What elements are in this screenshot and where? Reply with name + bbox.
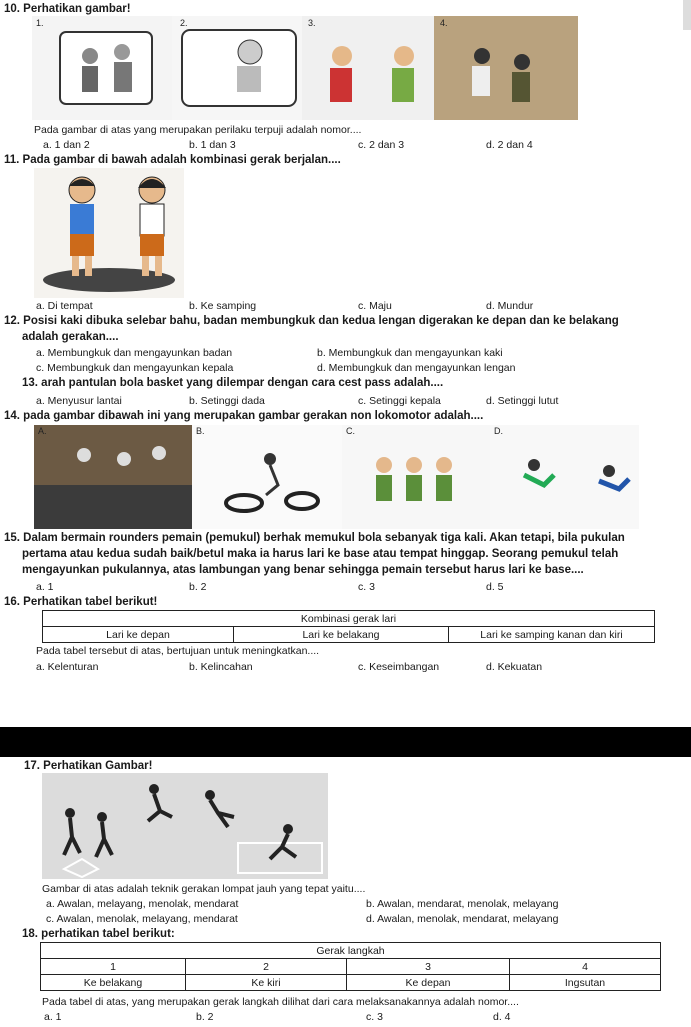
q13-option-d: d. Setinggi lutut <box>486 395 559 407</box>
q10-option-b: b. 1 dan 3 <box>189 139 236 151</box>
q11-image <box>34 168 184 298</box>
q11-option-c: c. Maju <box>358 300 392 312</box>
q18-title: 18. perhatikan tabel berikut: <box>22 928 175 940</box>
q14-label-b: B. <box>196 426 205 436</box>
q18-num-4: 4 <box>510 959 661 975</box>
q10-illustrations <box>32 16 578 120</box>
q15-option-b: b. 2 <box>189 581 207 593</box>
time-overlay: 11.50 <box>622 688 671 709</box>
q18-cell-2: Ke kiri <box>186 975 347 991</box>
q11-walking-figures <box>34 168 184 298</box>
q17-option-a: a. Awalan, melayang, menolak, mendarat <box>46 898 239 910</box>
q10-label-3: 3. <box>308 18 316 28</box>
q18-num-1: 1 <box>41 959 186 975</box>
q16-cell-1: Lari ke depan <box>43 627 234 643</box>
q11-title: 11. Pada gambar di bawah adalah kombinasi gerak berjalan.... <box>4 154 341 166</box>
q13-option-a: a. Menyusur lantai <box>36 395 122 407</box>
q18-option-d: d. 4 <box>493 1011 511 1023</box>
q14-label-a: A. <box>38 426 47 436</box>
q17-option-d: d. Awalan, menolak, mendarat, melayang <box>366 913 559 925</box>
scroll-indicator <box>683 0 691 30</box>
q11-option-d: d. Mundur <box>486 300 534 312</box>
q10-image-strip <box>32 16 578 120</box>
q10-option-c: c. 2 dan 3 <box>358 139 405 151</box>
q15-line1: 15. Dalam bermain rounders pemain (pemukul) berhak memukul bola sebanyak tiga kali. Akan tetapi, bila pukulan <box>4 532 625 544</box>
black-banner <box>0 727 691 757</box>
q14-title: 14. pada gambar dibawah ini yang merupakan gambar gerakan non lokomotor adalah.... <box>4 410 484 422</box>
q16-title: 16. Perhatikan tabel berikut! <box>4 596 158 608</box>
q14-illustrations <box>34 425 639 529</box>
q16-option-c: c. Keseimbangan <box>358 661 440 673</box>
q18-num-2: 2 <box>186 959 347 975</box>
q16-option-b: b. Kelincahan <box>189 661 253 673</box>
q17-title: 17. Perhatikan Gambar! <box>24 760 153 772</box>
q18-cell-4: Ingsutan <box>510 975 661 991</box>
q12-title-line2: adalah gerakan.... <box>22 331 119 343</box>
q12-option-d: d. Membungkuk dan mengayunkan lengan <box>317 362 516 374</box>
q15-option-a: a. 1 <box>36 581 54 593</box>
q18-option-b: b. 2 <box>196 1011 214 1023</box>
q18-cell-3: Ke depan <box>347 975 510 991</box>
q15-option-c: c. 3 <box>358 581 375 593</box>
q16-table <box>42 610 655 643</box>
q16-table-header: Kombinasi gerak lari <box>43 611 655 627</box>
q12-option-b: b. Membungkuk dan mengayunkan kaki <box>317 347 503 359</box>
q16-option-a: a. Kelenturan <box>36 661 99 673</box>
q17-image <box>42 773 328 879</box>
q18-cell-1: Ke belakang <box>41 975 186 991</box>
q14-label-d: D. <box>494 426 503 436</box>
q10-option-d: d. 2 dan 4 <box>486 139 533 151</box>
q13-option-c: c. Setinggi kepala <box>358 395 441 407</box>
q13-option-b: b. Setinggi dada <box>189 395 265 407</box>
q10-stem: Pada gambar di atas yang merupakan perilaku terpuji adalah nomor.... <box>34 124 362 136</box>
q17-long-jump-figures <box>42 773 328 879</box>
q14-image-strip <box>34 425 639 529</box>
q15-option-d: d. 5 <box>486 581 504 593</box>
q15-line3: mengayunkan pukulannya, atas lambungan yang benar sehingga pemain tersebut harus lari ke base.... <box>22 564 584 576</box>
q10-label-1: 1. <box>36 18 44 28</box>
q18-num-3: 3 <box>347 959 510 975</box>
q18-table <box>40 942 661 991</box>
q18-option-c: c. 3 <box>366 1011 383 1023</box>
q18-stem: Pada tabel di atas, yang merupakan gerak langkah dilihat dari cara melaksanakannya adalah nomor.... <box>42 996 519 1008</box>
q17-option-c: c. Awalan, menolak, melayang, mendarat <box>46 913 238 925</box>
q10-option-a: a. 1 dan 2 <box>43 139 90 151</box>
q10-title: 10. Perhatikan gambar! <box>4 3 131 15</box>
q18-table-header: Gerak langkah <box>41 943 661 959</box>
q15-line2: pertama atau kedua sudah baik/betul maka ia harus lari ke base atau tempat hinggap. Seorang pemukul telah <box>22 548 619 560</box>
q10-label-2: 2. <box>180 18 188 28</box>
q16-stem: Pada tabel tersebut di atas, bertujuan untuk meningkatkan.... <box>36 645 320 657</box>
q18-option-a: a. 1 <box>44 1011 62 1023</box>
q11-option-b: b. Ke samping <box>189 300 257 312</box>
q16-option-d: d. Kekuatan <box>486 661 543 673</box>
q10-label-4: 4. <box>440 18 448 28</box>
q16-cell-3: Lari ke samping kanan dan kiri <box>449 627 655 643</box>
q14-label-c: C. <box>346 426 355 436</box>
q12-option-a: a. Membungkuk dan mengayunkan badan <box>36 347 233 359</box>
q16-cell-2: Lari ke belakang <box>234 627 449 643</box>
q12-title-line1: 12. Posisi kaki dibuka selebar bahu, badan membungkuk dan kedua lengan digerakan ke depan dan ke belakang <box>4 315 619 327</box>
q12-option-c: c. Membungkuk dan mengayunkan kepala <box>36 362 234 374</box>
q17-stem: Gambar di atas adalah teknik gerakan lompat jauh yang tepat yaitu.... <box>42 883 366 895</box>
q13-title: 13. arah pantulan bola basket yang dilempar dengan cara cest pass adalah.... <box>22 377 444 389</box>
q11-option-a: a. Di tempat <box>36 300 93 312</box>
q17-option-b: b. Awalan, mendarat, menolak, melayang <box>366 898 559 910</box>
